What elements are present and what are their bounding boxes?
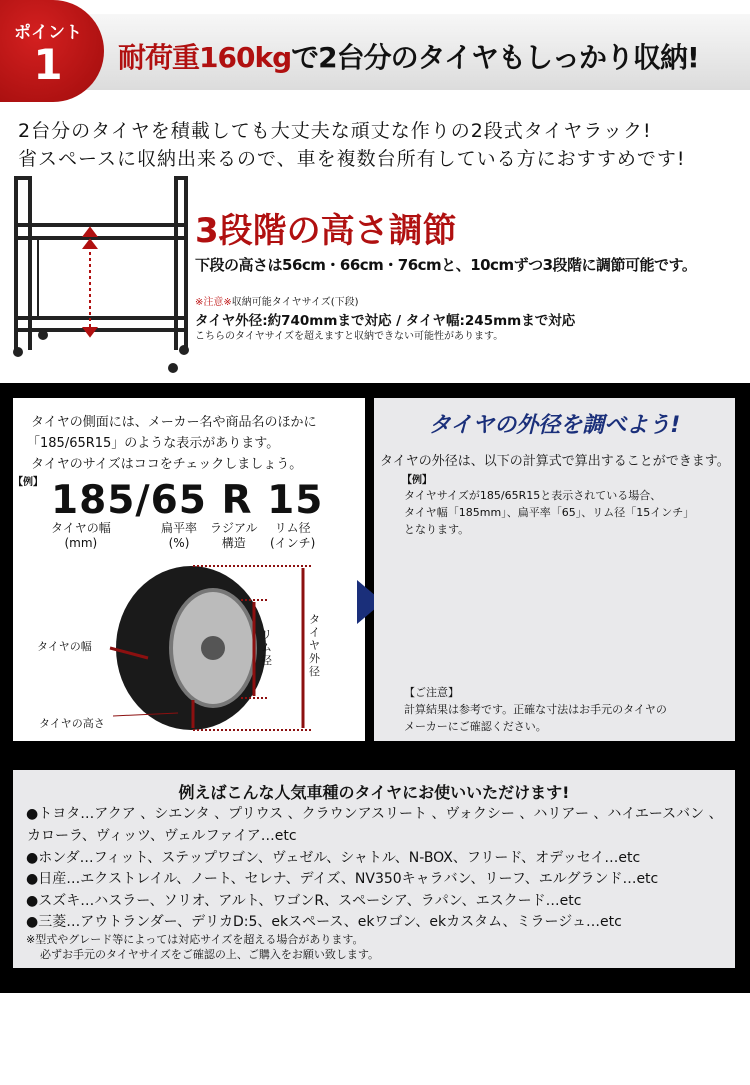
cars-note: 必ずお手元のタイヤサイズをご確認の上、ご購入をお願い致します。 xyxy=(29,948,380,961)
guide-line: タイヤの側面には、メーカー名や商品名のほかに xyxy=(31,415,317,430)
compatible-cars-panel xyxy=(13,770,735,968)
height-adjust-desc: 下段の高さは56cm・66cm・76cmと、10cmずつ3段階に調節可能です。 xyxy=(195,256,697,274)
car-line: ●スズキ…ハスラー、ソリオ、アルト、ワゴンR、スペーシア、ラパン、エスクード…etc xyxy=(26,893,582,909)
headline-red: 耐荷重160kg xyxy=(118,41,292,74)
label-rim: リム径 (インチ) xyxy=(270,521,316,550)
cars-title: 例えばこんな人気車種のタイヤにお使いいただけます! xyxy=(178,783,570,802)
caution-text: 【ご注意】 計算結果は参考です。正確な寸法はお手元のタイヤの メーカーにご確認ください。 xyxy=(404,686,667,733)
label-width: タイヤの幅 (mm) xyxy=(51,521,111,550)
tire-rack-image xyxy=(8,170,193,380)
outer-diameter-title: タイヤの外径を調べよう! xyxy=(428,413,681,438)
intro-line: 2台分のタイヤを積載しても大丈夫な頑丈な作りの2段式タイヤラック! xyxy=(18,120,652,142)
label-radial: ラジアル 構造 xyxy=(210,521,258,550)
guide-line: タイヤのサイズはココをチェックしましょう。 xyxy=(31,457,303,472)
guide-line: 「185/65R15」のような表示があります。 xyxy=(27,436,280,451)
diagram-rim-label: リム径 xyxy=(261,628,272,667)
cars-note: ※型式やグレード等によっては対応サイズを超える場合があります。 xyxy=(26,933,364,946)
size-spec: タイヤ外径:約740mmまで対応 / タイヤ幅:245mmまで対応 xyxy=(195,313,576,329)
car-line: ●トヨタ…アクア 、シエンタ 、プリウス 、クラウンアスリート 、ヴォクシー 、ハリアー 、ハイエースバン 、 xyxy=(26,806,723,822)
diagram-height-label: タイヤの高さ xyxy=(39,717,105,730)
car-line: ●日産…エクストレイル、ノート、セレナ、デイズ、NV350キャラバン、リーフ、エルグランド…etc xyxy=(26,871,659,887)
outer-diameter-intro: タイヤの外径は、以下の計算式で算出することができます。 xyxy=(380,454,730,469)
car-line: ●ホンダ…フィット、ステップワゴン、ヴェゼル、シャトル、N-BOX、フリード、オデッセイ…etc xyxy=(26,850,641,866)
badge-number: 1 xyxy=(33,40,63,89)
note-warning: ※注意※ xyxy=(195,297,232,308)
example-label: 【例】 xyxy=(13,477,43,488)
headline-rest: で2台分のタイヤもしっかり収納! xyxy=(291,41,699,74)
example-text: タイヤサイズが185/65R15と表示されている場合、 タイヤ幅「185mm」、扁平率「65」、リム径「15インチ」 となります。 xyxy=(404,489,695,536)
badge-label: ポイント xyxy=(14,23,82,43)
note-label: 収納可能タイヤサイズ(下段) xyxy=(231,297,359,308)
size-note xyxy=(195,293,359,308)
car-line: ●三菱…アウトランダー、デリカD:5、ekスペース、ekワゴン、ekカスタム、ミラージュ…etc xyxy=(26,914,622,930)
height-adjust-title: 3段階の高さ調節 xyxy=(195,211,457,251)
tire-size-panel xyxy=(13,398,365,741)
point-badge xyxy=(0,0,104,102)
diagram-width-label: タイヤの幅 xyxy=(37,640,92,653)
tire-size-example: 185/65 R 15 xyxy=(51,478,324,523)
label-aspect: 扁平率 (%) xyxy=(161,521,198,550)
headline xyxy=(118,36,699,76)
outer-diameter-panel xyxy=(374,398,735,741)
car-line: カローラ、ヴィッツ、ヴェルファイア…etc xyxy=(27,828,297,844)
intro-line: 省スペースに収納出来るので、車を複数台所有している方におすすめです! xyxy=(18,148,686,170)
size-caution: こちらのタイヤサイズを超えますと収納できない可能性があります。 xyxy=(195,331,504,342)
diagram-outer-label: タイヤ外径 xyxy=(309,613,320,678)
example-label: 【例】 xyxy=(402,475,432,486)
